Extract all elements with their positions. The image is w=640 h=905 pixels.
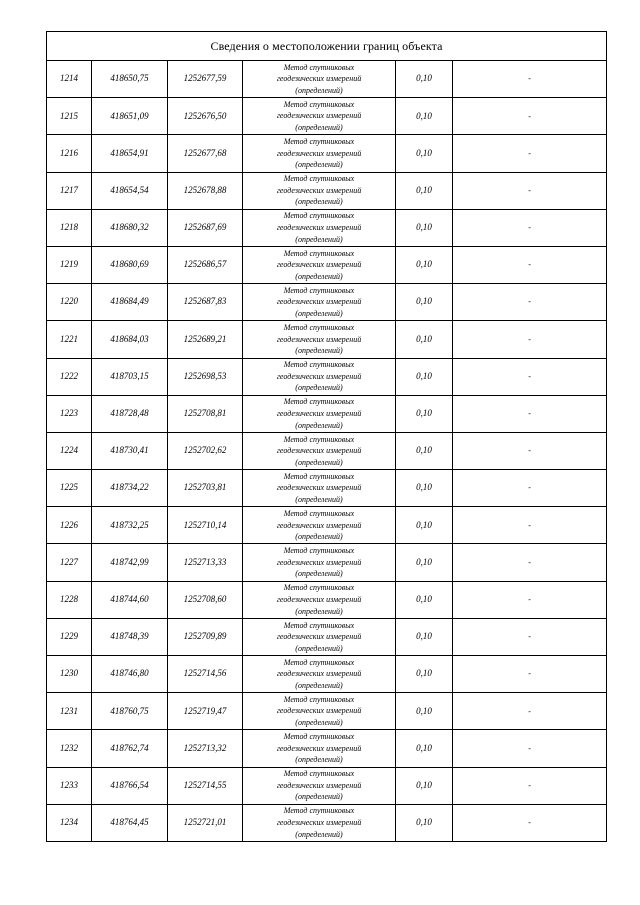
description-cell: -: [453, 209, 607, 246]
point-number-cell: 1225: [47, 470, 92, 507]
table-title: Сведения о местоположении границ объекта: [47, 32, 607, 61]
description-cell: -: [453, 693, 607, 730]
point-number-cell: 1230: [47, 656, 92, 693]
point-number-cell: 1221: [47, 321, 92, 358]
table-row: [47, 284, 607, 321]
x-coordinate-cell: 418732,25: [92, 507, 168, 544]
method-line-3: (определений): [295, 234, 343, 244]
x-coordinate-cell: 418744,60: [92, 581, 168, 618]
method-cell: [243, 730, 396, 767]
method-cell: [243, 135, 396, 172]
point-number-cell: 1216: [47, 135, 92, 172]
y-coordinate-cell: 1252687,83: [168, 284, 243, 321]
point-number-cell: 1220: [47, 284, 92, 321]
x-coordinate-cell: 418766,54: [92, 767, 168, 804]
description-cell: -: [453, 98, 607, 135]
point-number-cell: 1228: [47, 581, 92, 618]
y-coordinate-cell: 1252698,53: [168, 358, 243, 395]
table-row: [47, 730, 607, 767]
x-coordinate-cell: 418762,74: [92, 730, 168, 767]
method-line-3: (определений): [295, 494, 343, 504]
method-line-3: (определений): [295, 643, 343, 653]
method-line-2: геодезических измерений: [276, 371, 362, 381]
point-number-cell: 1214: [47, 61, 92, 98]
y-coordinate-cell: 1252714,55: [168, 767, 243, 804]
x-coordinate-cell: 418680,69: [92, 246, 168, 283]
method-line-1: Метод спутниковых: [283, 546, 355, 556]
description-cell: -: [453, 470, 607, 507]
method-line-3: (определений): [295, 346, 343, 356]
x-coordinate-cell: 418748,39: [92, 618, 168, 655]
method-line-2: геодезических измерений: [276, 557, 362, 567]
description-cell: -: [453, 172, 607, 209]
method-line-3: (определений): [295, 160, 343, 170]
y-coordinate-cell: 1252719,47: [168, 693, 243, 730]
x-coordinate-cell: 418742,99: [92, 544, 168, 581]
y-coordinate-cell: 1252708,81: [168, 395, 243, 432]
y-coordinate-cell: 1252708,60: [168, 581, 243, 618]
method-line-2: геодезических измерений: [276, 74, 362, 84]
table-row: [47, 358, 607, 395]
point-number-cell: 1217: [47, 172, 92, 209]
accuracy-cell: 0,10: [396, 656, 453, 693]
table-row: [47, 98, 607, 135]
boundary-coordinates-table: [46, 31, 607, 842]
description-cell: -: [453, 618, 607, 655]
accuracy-cell: 0,10: [396, 618, 453, 655]
method-line-3: (определений): [295, 532, 343, 542]
method-cell: [243, 395, 396, 432]
method-cell: [243, 246, 396, 283]
method-line-1: Метод спутниковых: [283, 434, 355, 444]
table-row: [47, 470, 607, 507]
method-line-2: геодезических измерений: [276, 743, 362, 753]
method-line-3: (определений): [295, 383, 343, 393]
y-coordinate-cell: 1252710,14: [168, 507, 243, 544]
method-line-1: Метод спутниковых: [283, 285, 355, 295]
accuracy-cell: 0,10: [396, 693, 453, 730]
table-row: [47, 209, 607, 246]
accuracy-cell: 0,10: [396, 246, 453, 283]
table-row: [47, 135, 607, 172]
table-row: [47, 767, 607, 804]
method-line-1: Метод спутниковых: [283, 137, 355, 147]
document-page: [46, 31, 606, 842]
y-coordinate-cell: 1252713,33: [168, 544, 243, 581]
description-cell: -: [453, 321, 607, 358]
point-number-cell: 1223: [47, 395, 92, 432]
method-line-1: Метод спутниковых: [283, 657, 355, 667]
x-coordinate-cell: 418764,45: [92, 804, 168, 841]
method-line-2: геодезических измерений: [276, 483, 362, 493]
method-line-1: Метод спутниковых: [283, 248, 355, 258]
method-line-2: геодезических измерений: [276, 446, 362, 456]
y-coordinate-cell: 1252686,57: [168, 246, 243, 283]
description-cell: -: [453, 730, 607, 767]
method-line-3: (определений): [295, 309, 343, 319]
table-row: [47, 693, 607, 730]
method-line-3: (определений): [295, 755, 343, 765]
description-cell: -: [453, 61, 607, 98]
method-cell: [243, 507, 396, 544]
y-coordinate-cell: 1252678,88: [168, 172, 243, 209]
description-cell: -: [453, 135, 607, 172]
accuracy-cell: 0,10: [396, 209, 453, 246]
method-line-3: (определений): [295, 197, 343, 207]
method-line-1: Метод спутниковых: [283, 620, 355, 630]
method-line-2: геодезических измерений: [276, 594, 362, 604]
y-coordinate-cell: 1252721,01: [168, 804, 243, 841]
method-line-1: Метод спутниковых: [283, 583, 355, 593]
method-line-2: геодезических измерений: [276, 334, 362, 344]
y-coordinate-cell: 1252713,32: [168, 730, 243, 767]
point-number-cell: 1233: [47, 767, 92, 804]
x-coordinate-cell: 418684,03: [92, 321, 168, 358]
accuracy-cell: 0,10: [396, 172, 453, 209]
accuracy-cell: 0,10: [396, 135, 453, 172]
accuracy-cell: 0,10: [396, 321, 453, 358]
accuracy-cell: 0,10: [396, 395, 453, 432]
method-cell: [243, 693, 396, 730]
table-row: [47, 656, 607, 693]
method-line-2: геодезических измерений: [276, 818, 362, 828]
point-number-cell: 1226: [47, 507, 92, 544]
method-line-2: геодезических измерений: [276, 669, 362, 679]
y-coordinate-cell: 1252677,68: [168, 135, 243, 172]
accuracy-cell: 0,10: [396, 544, 453, 581]
accuracy-cell: 0,10: [396, 730, 453, 767]
y-coordinate-cell: 1252677,59: [168, 61, 243, 98]
method-line-2: геодезических измерений: [276, 632, 362, 642]
method-cell: [243, 804, 396, 841]
x-coordinate-cell: 418684,49: [92, 284, 168, 321]
method-line-1: Метод спутниковых: [283, 732, 355, 742]
point-number-cell: 1227: [47, 544, 92, 581]
method-line-3: (определений): [295, 457, 343, 467]
method-line-2: геодезических измерений: [276, 780, 362, 790]
method-line-2: геодезических измерений: [276, 185, 362, 195]
table-row: [47, 395, 607, 432]
method-line-3: (определений): [295, 680, 343, 690]
table-row: [47, 804, 607, 841]
accuracy-cell: 0,10: [396, 507, 453, 544]
y-coordinate-cell: 1252676,50: [168, 98, 243, 135]
description-cell: -: [453, 358, 607, 395]
method-line-2: геодезических измерений: [276, 223, 362, 233]
y-coordinate-cell: 1252687,69: [168, 209, 243, 246]
x-coordinate-cell: 418760,75: [92, 693, 168, 730]
method-line-1: Метод спутниковых: [283, 99, 355, 109]
x-coordinate-cell: 418680,32: [92, 209, 168, 246]
method-line-3: (определений): [295, 606, 343, 616]
method-line-3: (определений): [295, 85, 343, 95]
description-cell: -: [453, 581, 607, 618]
accuracy-cell: 0,10: [396, 767, 453, 804]
description-cell: -: [453, 395, 607, 432]
method-cell: [243, 98, 396, 135]
table-title-row: [47, 32, 607, 61]
accuracy-cell: 0,10: [396, 470, 453, 507]
y-coordinate-cell: 1252714,56: [168, 656, 243, 693]
method-line-3: (определений): [295, 792, 343, 802]
method-line-1: Метод спутниковых: [283, 471, 355, 481]
method-cell: [243, 470, 396, 507]
method-line-1: Метод спутниковых: [283, 769, 355, 779]
table-row: [47, 61, 607, 98]
point-number-cell: 1234: [47, 804, 92, 841]
point-number-cell: 1218: [47, 209, 92, 246]
accuracy-cell: 0,10: [396, 284, 453, 321]
description-cell: -: [453, 804, 607, 841]
description-cell: -: [453, 284, 607, 321]
method-line-2: геодезических измерений: [276, 408, 362, 418]
method-line-3: (определений): [295, 271, 343, 281]
method-line-2: геодезических измерений: [276, 297, 362, 307]
method-line-2: геодезических измерений: [276, 260, 362, 270]
accuracy-cell: 0,10: [396, 581, 453, 618]
method-line-1: Метод спутниковых: [283, 62, 355, 72]
method-line-2: геодезических измерений: [276, 520, 362, 530]
description-cell: -: [453, 656, 607, 693]
method-cell: [243, 767, 396, 804]
method-cell: [243, 61, 396, 98]
description-cell: -: [453, 767, 607, 804]
y-coordinate-cell: 1252709,89: [168, 618, 243, 655]
method-line-1: Метод спутниковых: [283, 508, 355, 518]
table-row: [47, 321, 607, 358]
table-row: [47, 618, 607, 655]
method-cell: [243, 618, 396, 655]
x-coordinate-cell: 418730,41: [92, 432, 168, 469]
x-coordinate-cell: 418734,22: [92, 470, 168, 507]
x-coordinate-cell: 418746,80: [92, 656, 168, 693]
method-line-3: (определений): [295, 420, 343, 430]
method-line-2: геодезических измерений: [276, 111, 362, 121]
method-line-3: (определений): [295, 718, 343, 728]
x-coordinate-cell: 418654,54: [92, 172, 168, 209]
method-cell: [243, 358, 396, 395]
point-number-cell: 1222: [47, 358, 92, 395]
point-number-cell: 1229: [47, 618, 92, 655]
point-number-cell: 1224: [47, 432, 92, 469]
method-line-3: (определений): [295, 123, 343, 133]
method-cell: [243, 209, 396, 246]
point-number-cell: 1231: [47, 693, 92, 730]
method-line-2: геодезических измерений: [276, 148, 362, 158]
table-row: [47, 581, 607, 618]
table-row: [47, 172, 607, 209]
method-line-1: Метод спутниковых: [283, 360, 355, 370]
method-cell: [243, 321, 396, 358]
y-coordinate-cell: 1252702,62: [168, 432, 243, 469]
table-body: [47, 32, 607, 842]
method-cell: [243, 432, 396, 469]
method-line-1: Метод спутниковых: [283, 174, 355, 184]
method-cell: [243, 581, 396, 618]
point-number-cell: 1232: [47, 730, 92, 767]
y-coordinate-cell: 1252703,81: [168, 470, 243, 507]
x-coordinate-cell: 418654,91: [92, 135, 168, 172]
method-line-2: геодезических измерений: [276, 706, 362, 716]
method-line-1: Метод спутниковых: [283, 694, 355, 704]
description-cell: -: [453, 432, 607, 469]
method-cell: [243, 172, 396, 209]
method-line-1: Метод спутниковых: [283, 211, 355, 221]
method-cell: [243, 284, 396, 321]
method-line-1: Метод спутниковых: [283, 323, 355, 333]
accuracy-cell: 0,10: [396, 61, 453, 98]
table-row: [47, 544, 607, 581]
description-cell: -: [453, 246, 607, 283]
accuracy-cell: 0,10: [396, 804, 453, 841]
point-number-cell: 1215: [47, 98, 92, 135]
x-coordinate-cell: 418650,75: [92, 61, 168, 98]
x-coordinate-cell: 418728,48: [92, 395, 168, 432]
method-line-1: Метод спутниковых: [283, 806, 355, 816]
table-row: [47, 507, 607, 544]
table-row: [47, 432, 607, 469]
accuracy-cell: 0,10: [396, 432, 453, 469]
description-cell: -: [453, 544, 607, 581]
y-coordinate-cell: 1252689,21: [168, 321, 243, 358]
x-coordinate-cell: 418703,15: [92, 358, 168, 395]
method-cell: [243, 544, 396, 581]
x-coordinate-cell: 418651,09: [92, 98, 168, 135]
accuracy-cell: 0,10: [396, 98, 453, 135]
method-line-3: (определений): [295, 829, 343, 839]
accuracy-cell: 0,10: [396, 358, 453, 395]
point-number-cell: 1219: [47, 246, 92, 283]
description-cell: -: [453, 507, 607, 544]
method-line-1: Метод спутниковых: [283, 397, 355, 407]
table-row: [47, 246, 607, 283]
method-cell: [243, 656, 396, 693]
method-line-3: (определений): [295, 569, 343, 579]
